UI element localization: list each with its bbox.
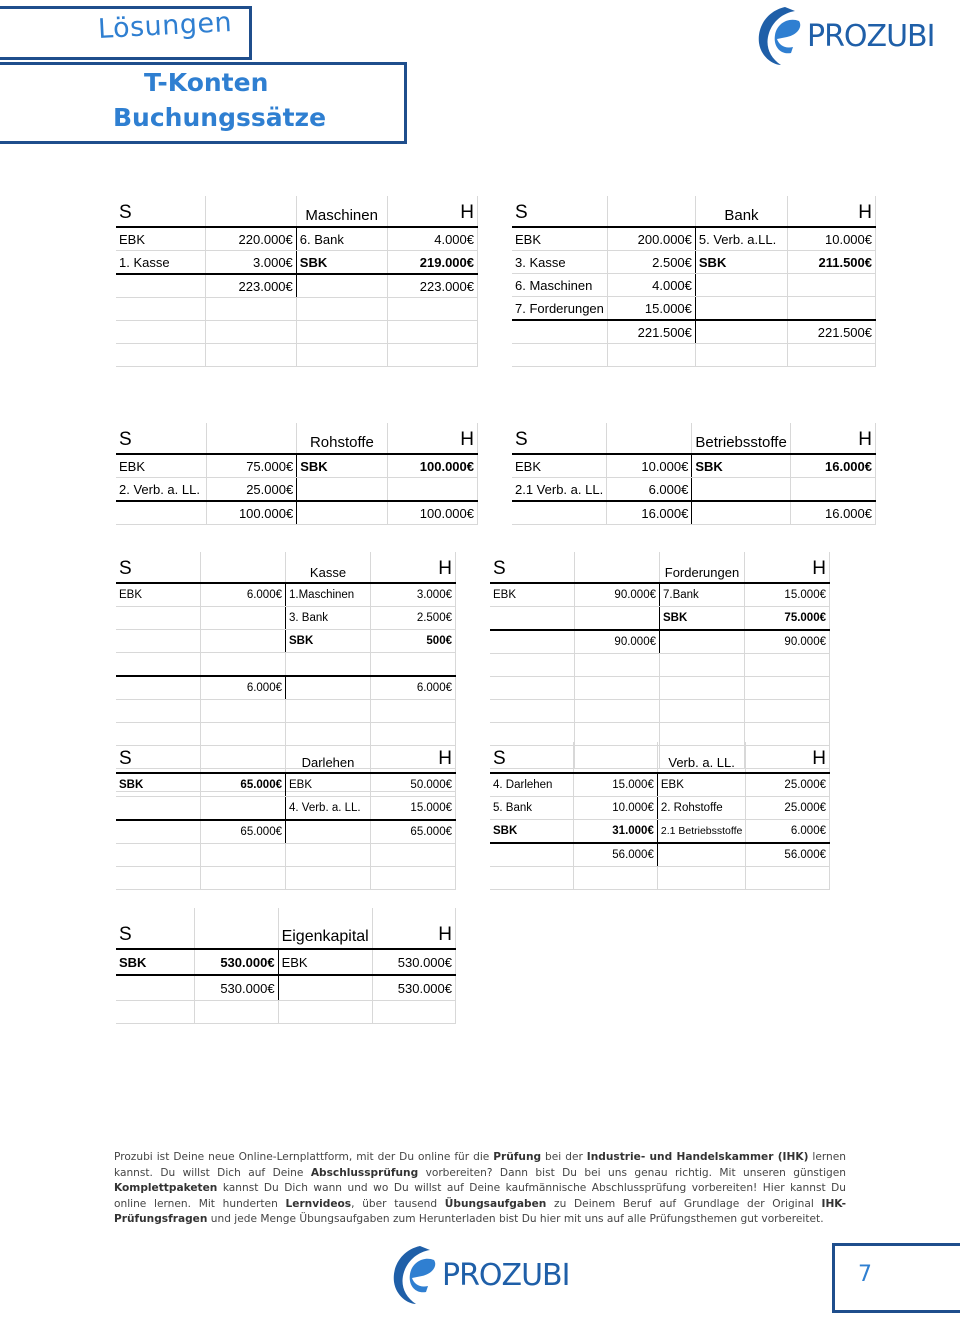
footer-span: vorbereiten? Dann bist Du bei uns genau richtig. Mit unseren günstigen [418, 1166, 846, 1179]
cell: 3.000€ [371, 583, 456, 607]
cell: 530.000€ [372, 949, 455, 975]
footer-span: Prozubi ist Deine neue Online-Lernplattform, mit der Du online für die [114, 1151, 494, 1163]
soll-label: S [490, 742, 574, 773]
total-right: 221.500€ [788, 320, 876, 344]
footer-bold: Industrie- und Handelskammer (IHK) [586, 1151, 809, 1163]
total-left: 6.000€ [201, 676, 286, 700]
cell: 6.000€ [746, 820, 830, 844]
cell: 10.000€ [607, 454, 692, 478]
footer-bold: IHK-Prüfungsfragen [114, 1197, 846, 1225]
cell: SBK [116, 949, 195, 975]
haben-label: H [387, 196, 477, 227]
footer-text [114, 1150, 846, 1228]
account-title: Rohstoffe [297, 423, 388, 454]
total-left: 530.000€ [195, 975, 278, 1001]
cell: 10.000€ [574, 797, 658, 820]
account-title: Eigenkapital [278, 908, 372, 949]
t-account-forderungen [490, 552, 830, 769]
cell: 1. Kasse [116, 251, 206, 275]
footer-span: zu Deinem Beruf auf Grundlage der Original [546, 1197, 822, 1210]
account-title: Darlehen [286, 742, 371, 773]
cell: 2. Rohstoffe [657, 797, 746, 820]
soll-label: S [116, 742, 201, 773]
cell: 65.000€ [201, 773, 286, 797]
prozubi-logo-icon [390, 1244, 440, 1306]
total-left: 65.000€ [201, 820, 286, 844]
cell: SBK [297, 454, 388, 478]
haben-label: H [790, 423, 875, 454]
cell: 6.000€ [201, 583, 286, 607]
total-left: 100.000€ [206, 501, 296, 525]
haben-label: H [745, 552, 830, 583]
t-account-bank [512, 196, 876, 367]
solutions-tab-label: Lösungen [97, 6, 233, 45]
cell: 31.000€ [574, 820, 658, 844]
cell: EBK [116, 454, 206, 478]
cell: EBK [278, 949, 372, 975]
cell: 200.000€ [607, 227, 695, 251]
cell: 2.500€ [607, 251, 695, 274]
cell: 2. Verb. a. LL. [116, 478, 206, 502]
footer-span: bei der [541, 1151, 587, 1163]
footer-bold: Abschlussprüfung [310, 1166, 419, 1179]
cell: 220.000€ [206, 227, 296, 251]
cell: 3. Kasse [512, 251, 607, 274]
soll-label: S [116, 908, 195, 949]
footer-span: kannst Du Dich wann und wo Du willst auf Deine kaufmännische Abschlussprüfung vorbereiten! Hier kannst Du online lernen. Mit hunderten [114, 1182, 846, 1210]
cell: 15.000€ [371, 797, 456, 821]
cell: 1.Maschinen [286, 583, 371, 607]
cell: EBK [490, 583, 575, 607]
cell: 16.000€ [790, 454, 875, 478]
account-title: Verb. a. LL. [657, 742, 746, 773]
prozubi-logo-icon [755, 5, 805, 67]
cell: 6. Maschinen [512, 274, 607, 297]
t-account-betriebsstoffe [512, 423, 876, 525]
total-left: 56.000€ [574, 843, 658, 867]
cell: 500€ [371, 630, 456, 653]
haben-label: H [371, 552, 456, 583]
account-title: Bank [695, 196, 787, 227]
cell: 7.Bank [660, 583, 745, 607]
cell: 4.000€ [387, 227, 477, 251]
total-right: 6.000€ [371, 676, 456, 700]
footer-span: und jede Menge Übungsaufgaben zum Herunterladen bist Du hier mit uns auf alle Prüfungsthemen gut vorbereitet. [207, 1213, 824, 1225]
t-account-verbindlichkeiten [490, 742, 830, 890]
haben-label: H [387, 423, 477, 454]
cell: 100.000€ [387, 454, 477, 478]
cell: 2.500€ [371, 607, 456, 630]
cell: 7. Forderungen [512, 297, 607, 321]
total-right: 530.000€ [372, 975, 455, 1001]
cell: 25.000€ [746, 797, 830, 820]
cell: 6.000€ [607, 478, 692, 502]
haben-label: H [371, 742, 456, 773]
cell: 15.000€ [745, 583, 830, 607]
prozubi-logo-text: PROZUBI [442, 1257, 570, 1293]
cell: SBK [296, 251, 387, 275]
cell: SBK [660, 607, 745, 631]
t-account-maschinen [116, 196, 478, 367]
cell: EBK [286, 773, 371, 797]
prozubi-logo-bottom [390, 1244, 570, 1306]
title-line-1: T-Konten [144, 68, 269, 97]
soll-label: S [490, 552, 575, 583]
cell: EBK [116, 583, 201, 607]
t-account-eigenkapital [116, 908, 456, 1024]
cell: 75.000€ [745, 607, 830, 631]
footer-bold: Lernvideos [285, 1197, 352, 1210]
prozubi-logo-top [755, 5, 935, 67]
cell: 90.000€ [575, 583, 660, 607]
cell: 25.000€ [206, 478, 296, 502]
cell: 10.000€ [788, 227, 876, 251]
cell: SBK [286, 630, 371, 653]
cell: EBK [512, 227, 607, 251]
cell: 4. Darlehen [490, 773, 574, 797]
total-right: 16.000€ [790, 501, 875, 525]
cell: 75.000€ [206, 454, 296, 478]
haben-label: H [372, 908, 455, 949]
t-account-rohstoffe [116, 423, 478, 525]
cell: 3. Bank [286, 607, 371, 630]
soll-label: S [116, 196, 206, 227]
total-right: 56.000€ [746, 843, 830, 867]
account-title: Maschinen [296, 196, 387, 227]
footer-span: lernen kannst. Du willst Dich auf Deine [114, 1151, 846, 1179]
footer-bold: Komplettpaketen [114, 1182, 218, 1194]
account-title: Kasse [286, 552, 371, 583]
footer-span: , über tausend [351, 1197, 445, 1210]
cell: 4. Verb. a. LL. [286, 797, 371, 821]
footer-bold: Übungsaufgaben [444, 1197, 547, 1210]
cell: 6. Bank [296, 227, 387, 251]
t-account-darlehen [116, 742, 456, 890]
cell: SBK [116, 773, 201, 797]
cell: EBK [116, 227, 206, 251]
total-left: 16.000€ [607, 501, 692, 525]
cell: 50.000€ [371, 773, 456, 797]
footer-bold: Prüfung [493, 1151, 542, 1163]
page-number: 7 [858, 1262, 872, 1287]
soll-label: S [512, 196, 607, 227]
cell: 3.000€ [206, 251, 296, 275]
account-title: Forderungen [660, 552, 745, 583]
title-line-2: Buchungssätze [113, 103, 327, 132]
cell: SBK [695, 251, 787, 274]
cell: 15.000€ [607, 297, 695, 321]
cell: 5. Verb. a.LL. [695, 227, 787, 251]
soll-label: S [116, 423, 206, 454]
total-right: 223.000€ [387, 274, 477, 298]
total-left: 223.000€ [206, 274, 296, 298]
cell: SBK [692, 454, 790, 478]
soll-label: S [116, 552, 201, 583]
cell: 5. Bank [490, 797, 574, 820]
total-right: 100.000€ [387, 501, 477, 525]
cell: 219.000€ [387, 251, 477, 275]
cell: 211.500€ [788, 251, 876, 274]
total-right: 65.000€ [371, 820, 456, 844]
cell: 530.000€ [195, 949, 278, 975]
cell: EBK [512, 454, 607, 478]
haben-label: H [746, 742, 830, 773]
account-title: Betriebsstoffe [692, 423, 790, 454]
cell: SBK [490, 820, 574, 844]
cell: 4.000€ [607, 274, 695, 297]
cell: 15.000€ [574, 773, 658, 797]
page-number-frame [832, 1243, 960, 1313]
total-right: 90.000€ [745, 630, 830, 654]
soll-label: S [512, 423, 607, 454]
cell: 25.000€ [746, 773, 830, 797]
haben-label: H [788, 196, 876, 227]
cell: 2.1 Verb. a. LL. [512, 478, 607, 502]
total-left: 90.000€ [575, 630, 660, 654]
prozubi-logo-text: PROZUBI [807, 18, 935, 54]
total-left: 221.500€ [607, 320, 695, 344]
cell: 2.1 Betriebsstoffe [657, 820, 746, 844]
cell: EBK [657, 773, 746, 797]
